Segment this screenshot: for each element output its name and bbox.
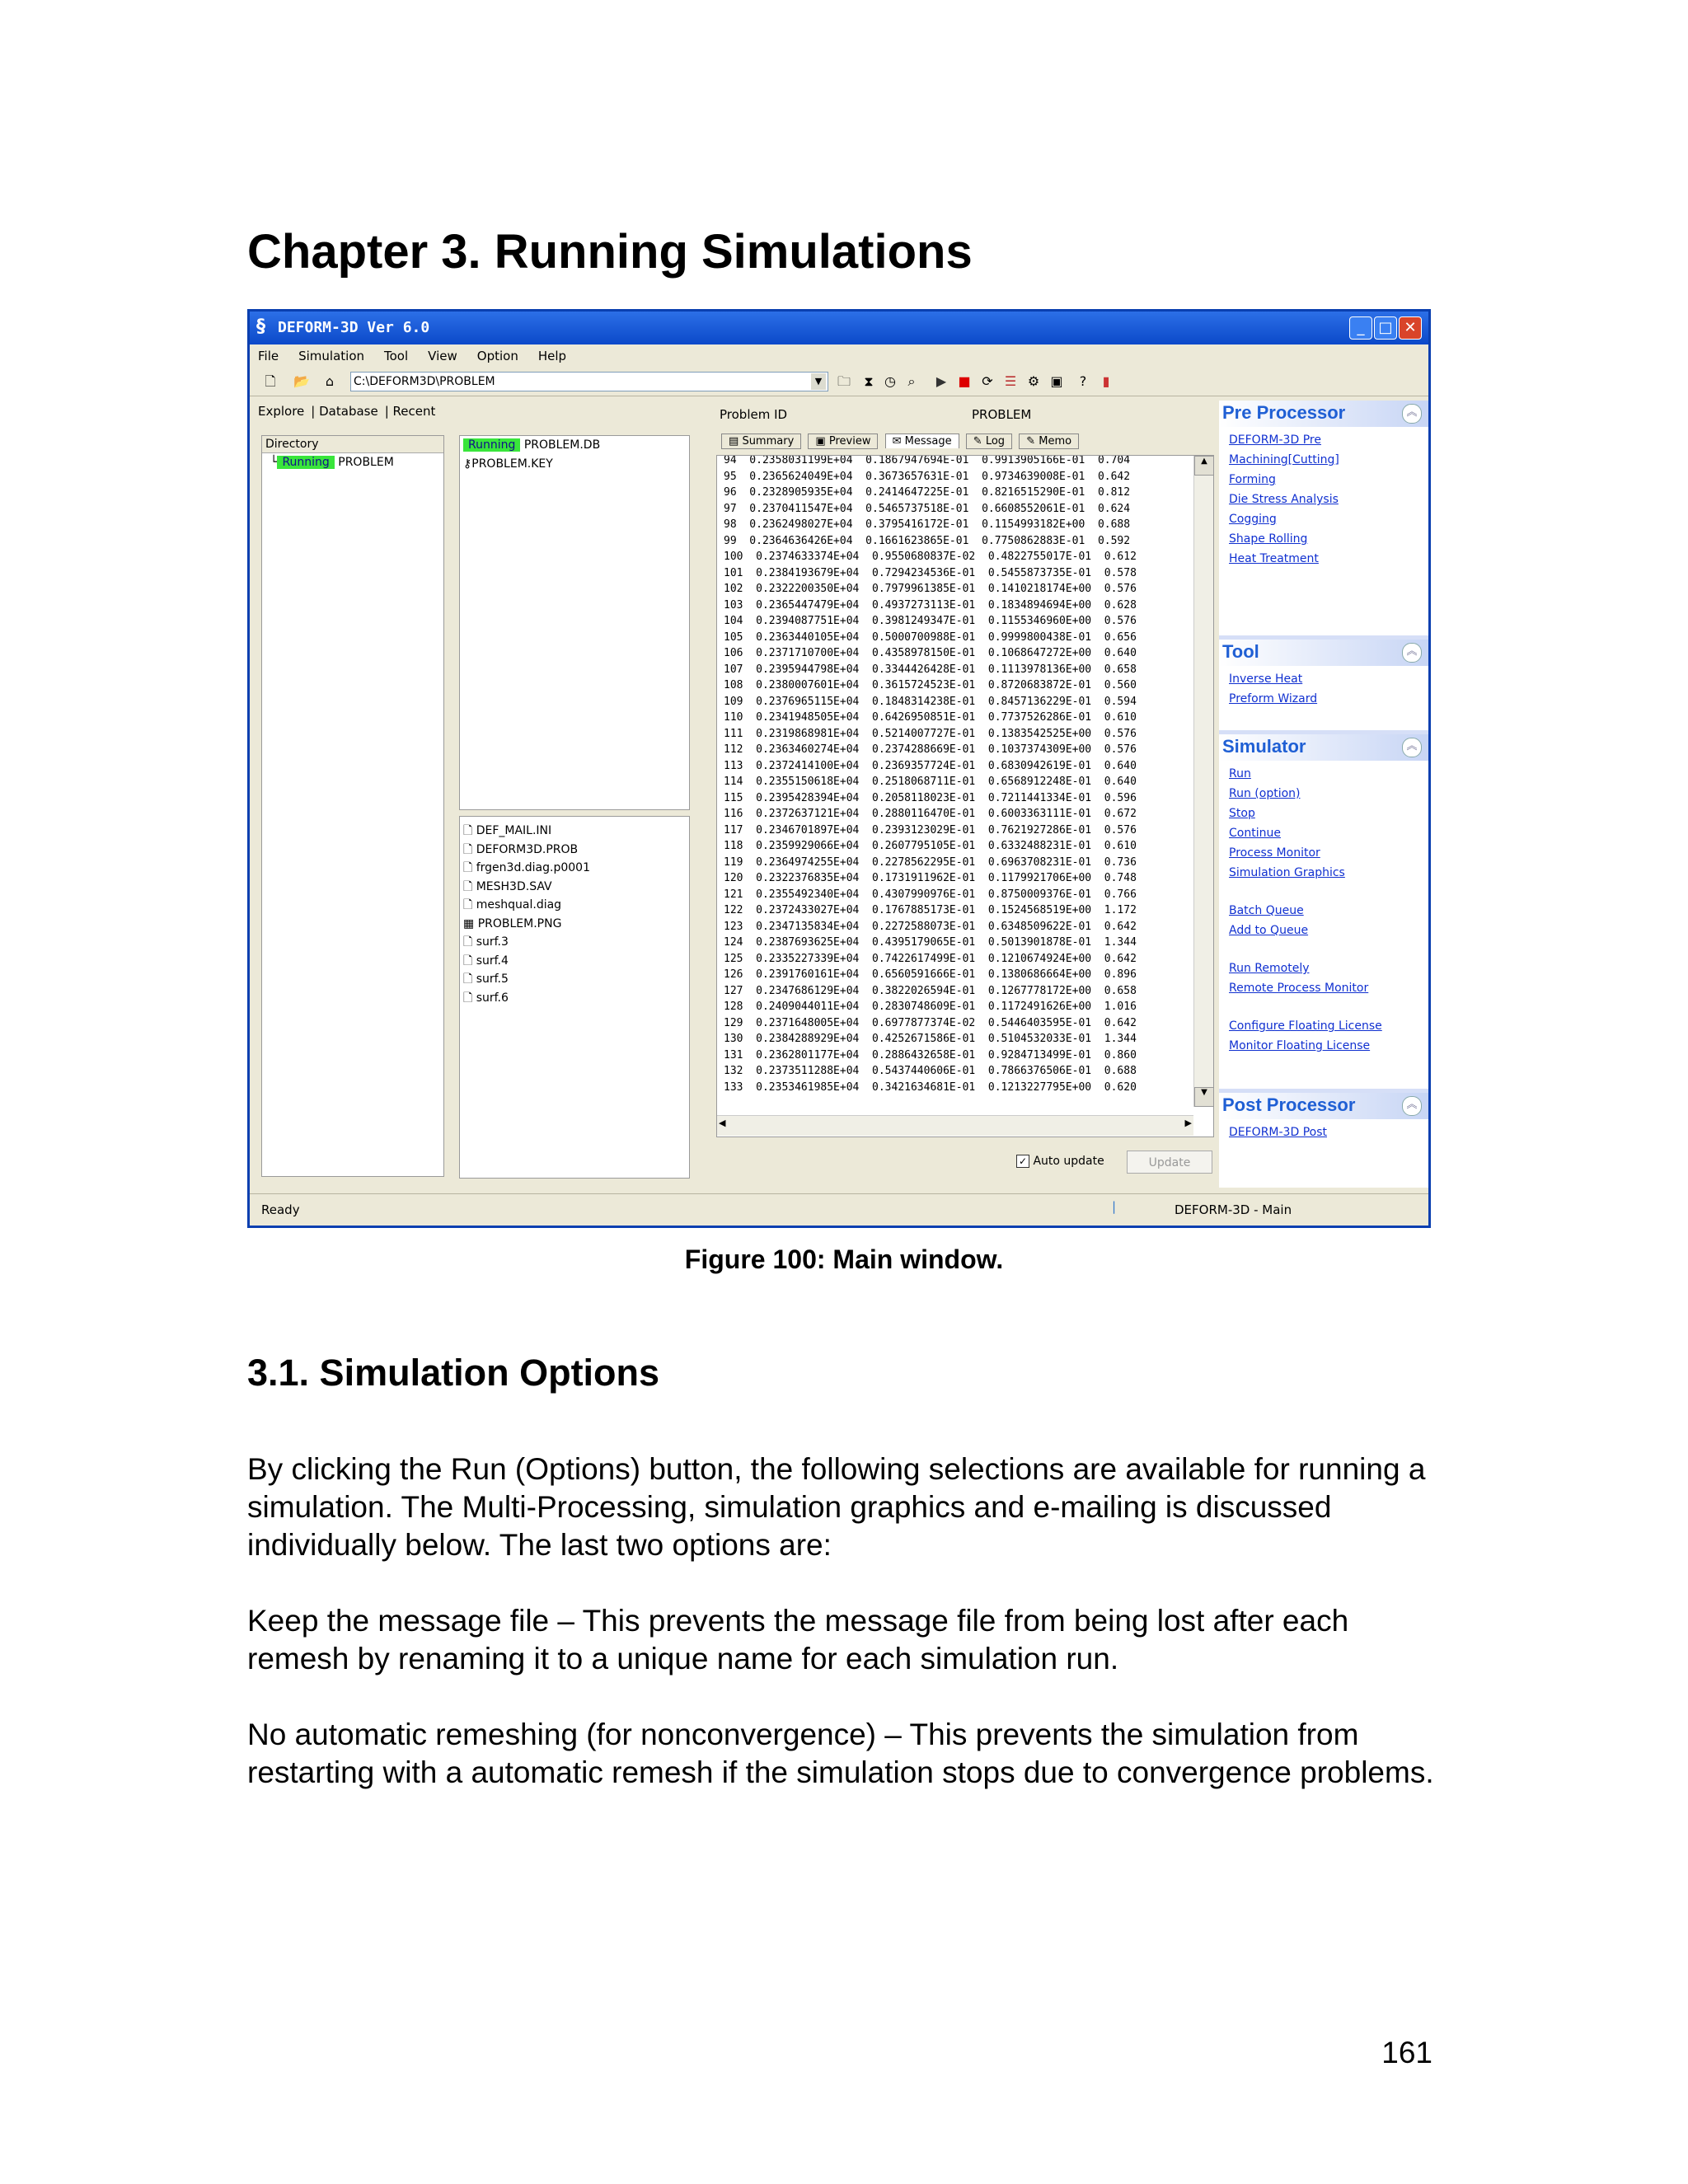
menu-file[interactable]: File (258, 349, 279, 363)
menu-view[interactable]: View (428, 349, 457, 363)
help-pointer-icon[interactable]: ? (1079, 373, 1087, 389)
left-tab-strip: Explore | Database | Recent (258, 404, 436, 419)
message-row: 133 0.2353461985E+04 0.3421634681E-01 0.1213227795E+00 0.620 (724, 1080, 1137, 1094)
message-row: 97 0.2370411547E+04 0.5465737518E-01 0.6608552061E-01 0.624 (724, 502, 1131, 515)
box-icon[interactable]: ▣ (1050, 373, 1063, 389)
maximize-icon[interactable]: □ (1374, 316, 1397, 340)
menu-bar (250, 344, 1428, 368)
summary-icon: ▤ (729, 435, 739, 448)
link-die-stress[interactable]: Die Stress Analysis (1229, 493, 1339, 506)
tree-item-problem[interactable]: └ Running PROBLEM (270, 456, 394, 469)
tool-section (1219, 640, 1428, 730)
menu-simulation[interactable]: Simulation (298, 349, 365, 363)
message-row: 94 0.2358031199E+04 0.1867947694E-01 0.9913905166E-01 0.704 (724, 455, 1131, 466)
message-row: 120 0.2322376835E+04 0.1731911962E-01 0.1179921706E+00 0.748 (724, 872, 1137, 884)
link-inverse-heat[interactable]: Inverse Heat (1229, 673, 1303, 686)
problem-id-bar (716, 404, 1214, 429)
close-icon[interactable]: ✕ (1399, 316, 1422, 340)
page-number: 161 (1381, 2036, 1432, 2069)
message-row: 102 0.2322200350E+04 0.7979961385E-01 0.1410218174E+00 0.576 (724, 583, 1137, 595)
message-row: 121 0.2355492340E+04 0.4307990976E-01 0.8750009376E-01 0.766 (724, 888, 1137, 901)
list-item[interactable] (463, 915, 686, 934)
file-icon: 🗋 (463, 861, 473, 874)
simulator-links (1229, 764, 1382, 1056)
message-row: 103 0.2365447479E+04 0.4937273113E-01 0.1834894694E+00 0.628 (724, 598, 1137, 612)
simulator-title: Simulator (1222, 736, 1306, 757)
message-row: 100 0.2374633374E+04 0.9550680837E-02 0.4822755017E-01 0.612 (724, 551, 1137, 563)
link-run-remotely[interactable]: Run Remotely (1229, 962, 1310, 975)
scroll-down-icon[interactable]: ▼ (1194, 1087, 1214, 1107)
chapter-title: Chapter 3. Running Simulations (247, 225, 973, 279)
file-icon: 🗋 (463, 954, 473, 968)
scroll-up-icon[interactable]: ▲ (1194, 456, 1214, 476)
folder-up-icon[interactable]: 🗀 (837, 373, 851, 389)
tab-summary[interactable] (721, 434, 801, 449)
message-row: 96 0.2328905935E+04 0.2414647225E-01 0.8216515290E-01 0.812 (724, 486, 1131, 499)
log-icon: ✎ (973, 435, 982, 448)
pre-processor-header[interactable] (1219, 401, 1428, 427)
message-row: 132 0.2373511288E+04 0.5437440606E-01 0.7866376506E-01 0.688 (724, 1065, 1137, 1077)
key-icon: ⚷ (463, 457, 472, 471)
message-row: 105 0.2363440105E+04 0.5000700988E-01 0.9999800438E-01 0.656 (724, 630, 1137, 644)
file-name: PROBLEM.PNG (477, 916, 562, 930)
link-simulation-graphics[interactable]: Simulation Graphics (1229, 866, 1345, 879)
menu-option[interactable]: Option (476, 349, 518, 363)
link-cogging[interactable]: Cogging (1229, 513, 1277, 526)
link-machining[interactable]: Machining[Cutting] (1229, 453, 1339, 466)
file-list (459, 816, 690, 1179)
clock-icon[interactable]: ◷ (884, 373, 896, 389)
message-row: 99 0.2364636426E+04 0.1661623865E-01 0.7750862883E-01 0.592 (724, 534, 1131, 547)
message-row: 101 0.2384193679E+04 0.7294234536E-01 0.5455873735E-01 0.578 (724, 566, 1137, 579)
chevron-collapse-icon[interactable]: ︽ (1402, 404, 1422, 424)
tab-message[interactable] (885, 434, 959, 448)
pre-processor-title: Pre Processor (1222, 402, 1346, 423)
tab-recent[interactable]: Recent (392, 404, 436, 419)
link-deform-pre[interactable]: DEFORM-3D Pre (1229, 434, 1321, 447)
simulator-header[interactable] (1219, 734, 1428, 761)
link-run[interactable]: Run (1229, 767, 1251, 780)
message-row: 130 0.2384288929E+04 0.4252671586E-01 0.5104532033E-01 1.344 (724, 1033, 1137, 1045)
problem-label: PROBLEM (338, 456, 394, 469)
link-stop[interactable]: Stop (1229, 807, 1255, 820)
message-row: 119 0.2364974255E+04 0.2278562295E-01 0.6963708231E-01 0.736 (724, 855, 1137, 869)
memo-icon: ✎ (1026, 435, 1036, 448)
file-name: PROBLEM.DB (523, 438, 601, 452)
link-continue[interactable]: Continue (1229, 827, 1281, 840)
message-row: 108 0.2380007601E+04 0.3615724523E-01 0.8720683872E-01 0.560 (724, 679, 1137, 691)
scroll-left-icon[interactable]: ◀ (719, 1118, 726, 1128)
tab-label: Log (985, 435, 1006, 448)
paragraph: No automatic remeshing (for nonconvergence) – This prevents the simulation from restarting with a automatic remesh if the simulation stops due to convergence problems. (247, 1718, 1434, 1789)
link-preform-wizard[interactable]: Preform Wizard (1229, 692, 1318, 705)
minimize-icon[interactable]: _ (1349, 316, 1372, 340)
list-item[interactable] (463, 841, 686, 860)
file-name: surf.3 (476, 935, 509, 949)
link-shape-rolling[interactable]: Shape Rolling (1229, 532, 1308, 546)
window-titlebar[interactable] (250, 312, 1428, 344)
menu-tool[interactable]: Tool (384, 349, 409, 363)
file-icon: 🗋 (463, 824, 473, 837)
tab-label: Memo (1039, 435, 1072, 448)
list-item-problem-key[interactable] (460, 455, 689, 474)
figure-caption: Figure 100: Main window. (684, 1244, 1004, 1274)
exit-icon[interactable]: ▮ (1102, 373, 1110, 389)
list-item[interactable] (463, 989, 686, 1008)
tab-label: Message (904, 435, 952, 448)
stop-icon[interactable]: ■ (958, 373, 971, 389)
file-name: surf.4 (476, 954, 509, 968)
message-row: 124 0.2387693625E+04 0.4395179065E-01 0.5013901878E-01 1.344 (724, 936, 1137, 949)
message-row: 104 0.2394087751E+04 0.3981249347E-01 0.1155346960E+00 0.576 (724, 615, 1137, 627)
message-text-area[interactable] (716, 455, 1214, 1137)
new-file-icon[interactable]: 🗋 (265, 373, 276, 389)
chevron-collapse-icon[interactable]: ︽ (1402, 643, 1422, 663)
message-row: 109 0.2376965115E+04 0.1848314238E-01 0.8457136229E-01 0.594 (724, 695, 1137, 708)
message-row: 129 0.2371648005E+04 0.6977877374E-02 0.5446403595E-01 0.642 (724, 1016, 1137, 1029)
message-row: 117 0.2346701897E+04 0.2393123029E-01 0.7621927286E-01 0.576 (724, 823, 1137, 837)
file-name: surf.6 (476, 991, 509, 1005)
message-row: 122 0.2372433027E+04 0.1767885173E-01 0.1524568519E+00 1.172 (724, 904, 1137, 916)
list-item[interactable] (463, 859, 686, 878)
horizontal-scrollbar[interactable] (717, 1115, 1193, 1136)
toolbar (250, 368, 1428, 396)
chevron-collapse-icon[interactable]: ︽ (1402, 1096, 1422, 1116)
link-configure-floating-license[interactable]: Configure Floating License (1229, 1019, 1382, 1033)
running-badge: Running (277, 456, 334, 469)
directory-header: Directory (262, 436, 443, 453)
link-run-option[interactable]: Run (option) (1229, 787, 1301, 800)
chevron-collapse-icon[interactable]: ︽ (1402, 738, 1422, 757)
list-item[interactable] (463, 822, 686, 841)
tool-links (1229, 669, 1317, 709)
path-combobox[interactable] (350, 372, 828, 391)
view-tab-strip (721, 435, 1216, 455)
tool-title: Tool (1222, 641, 1259, 662)
tab-label: Preview (828, 435, 871, 448)
file-icon: 🗋 (463, 879, 473, 893)
post-processor-header[interactable] (1219, 1093, 1428, 1119)
problem-id-label: Problem ID (720, 407, 788, 422)
list-item[interactable] (463, 896, 686, 915)
message-row: 123 0.2347135834E+04 0.2272588073E-01 0.6348509622E-01 0.642 (724, 920, 1137, 933)
link-batch-queue[interactable]: Batch Queue (1229, 904, 1304, 917)
tab-database[interactable]: Database (319, 404, 378, 419)
message-icon: ✉ (892, 435, 902, 448)
app-logo-icon: § (256, 316, 265, 337)
status-text: Ready (261, 1202, 300, 1217)
message-row: 95 0.2365624049E+04 0.3673657631E-01 0.9734639008E-01 0.642 (724, 470, 1131, 483)
file-name: DEFORM3D.PROB (476, 842, 579, 856)
status-divider: | (1112, 1199, 1117, 1214)
link-heat-treatment[interactable]: Heat Treatment (1229, 552, 1319, 565)
message-row: 113 0.2372414100E+04 0.2369357724E-01 0.6830942619E-01 0.640 (724, 759, 1137, 772)
tab-log[interactable] (966, 434, 1012, 449)
search-icon[interactable]: ⌕ (907, 373, 916, 389)
pre-processor-links (1229, 430, 1339, 569)
problem-id-value: PROBLEM (972, 407, 1032, 422)
list-item[interactable] (463, 970, 686, 989)
tab-preview[interactable] (808, 434, 878, 449)
task-pane (1219, 401, 1428, 1188)
file-name: surf.5 (476, 972, 509, 986)
message-row: 107 0.2395944798E+04 0.3344426428E-01 0.1113978136E+00 0.658 (724, 663, 1137, 676)
list-item-problem-db[interactable] (460, 436, 689, 455)
status-bar (250, 1193, 1428, 1227)
hourglass-icon[interactable]: ⧗ (864, 373, 874, 389)
message-row: 126 0.2391760161E+04 0.6560591666E-01 0.1380686664E+00 0.896 (724, 968, 1137, 981)
menu-help[interactable]: Help (537, 349, 567, 363)
file-name: MESH3D.SAV (476, 879, 552, 893)
directory-tree-panel (261, 435, 444, 1177)
link-forming[interactable]: Forming (1229, 473, 1276, 486)
message-row: 106 0.2371710700E+04 0.4358978150E-01 0.1068647272E+00 0.640 (724, 647, 1137, 659)
queue-icon[interactable]: ☰ (1004, 373, 1017, 389)
message-row: 127 0.2347686129E+04 0.3822026594E-01 0.1267778172E+00 0.658 (724, 984, 1137, 997)
image-file-icon: ▦ (463, 916, 475, 930)
network-icon[interactable]: ⚙ (1027, 373, 1040, 389)
scroll-right-icon[interactable]: ▶ (1184, 1118, 1192, 1128)
link-deform-post[interactable]: DEFORM-3D Post (1229, 1126, 1327, 1139)
file-icon: 🗋 (463, 991, 473, 1005)
status-app: DEFORM-3D - Main (1175, 1202, 1292, 1217)
chevron-down-icon[interactable]: ▼ (811, 373, 826, 390)
path-value: C:\DEFORM3D\PROBLEM (354, 375, 495, 388)
db-file-list (459, 435, 690, 810)
message-row: 115 0.2395428394E+04 0.2058118023E-01 0.7211441334E-01 0.596 (724, 791, 1137, 804)
deform-main-window-screenshot (247, 309, 1431, 1228)
message-rows (724, 455, 1185, 1095)
list-item[interactable] (463, 952, 686, 971)
tab-explore[interactable]: Explore (258, 404, 305, 419)
link-process-monitor[interactable]: Process Monitor (1229, 846, 1320, 860)
simulator-section (1219, 734, 1428, 1089)
pre-processor-section (1219, 401, 1428, 635)
tab-label: Summary (742, 435, 795, 448)
vertical-scrollbar[interactable] (1193, 456, 1214, 1107)
home-icon[interactable]: ⌂ (325, 373, 335, 389)
continue-icon[interactable]: ⟳ (982, 373, 993, 389)
message-row: 112 0.2363460274E+04 0.2374288669E-01 0.1037374309E+00 0.576 (724, 743, 1137, 756)
message-row: 111 0.2319868981E+04 0.5214007727E-01 0.1383542525E+00 0.576 (724, 727, 1137, 740)
preview-icon: ▣ (815, 435, 826, 448)
section-title: 3.1. Simulation Options (247, 1352, 660, 1394)
file-icon: 🗋 (463, 842, 473, 856)
tool-header[interactable] (1219, 640, 1428, 666)
tab-memo[interactable] (1019, 434, 1079, 449)
link-monitor-floating-license[interactable]: Monitor Floating License (1229, 1039, 1371, 1052)
list-item[interactable] (463, 878, 686, 897)
running-badge: Running (463, 438, 520, 452)
paragraph: By clicking the Run (Options) button, the following selections are available for running a simulation. The Multi-Processing, simulation graphics and e-mailing is discussed individually below. The last two options are: (247, 1452, 1426, 1562)
list-item[interactable] (463, 933, 686, 952)
message-row: 110 0.2341948505E+04 0.6426950851E-01 0.7737526286E-01 0.610 (724, 711, 1137, 724)
link-add-to-queue[interactable]: Add to Queue (1229, 924, 1309, 937)
update-button[interactable]: Update (1127, 1151, 1212, 1174)
checkmark-icon: ✓ (1016, 1155, 1029, 1168)
post-processor-links (1229, 1122, 1327, 1142)
file-icon: 🗋 (463, 898, 473, 912)
post-processor-title: Post Processor (1222, 1094, 1356, 1115)
open-folder-icon[interactable]: 📂 (293, 373, 310, 389)
message-row: 131 0.2362801177E+04 0.2886432658E-01 0.9284713499E-01 0.860 (724, 1048, 1137, 1062)
message-row: 128 0.2409044011E+04 0.2830748609E-01 0.1172491626E+00 1.016 (724, 1001, 1137, 1013)
paragraph: Keep the message file – This prevents the message file from being lost after each remesh by renaming it to a unique name for each simulation run. (247, 1604, 1349, 1675)
file-icon: 🗋 (463, 972, 473, 986)
file-name: frgen3d.diag.p0001 (476, 861, 590, 874)
window-title: DEFORM-3D Ver 6.0 (278, 319, 430, 336)
message-row: 125 0.2335227339E+04 0.7422617499E-01 0.1210674924E+00 0.642 (724, 952, 1137, 965)
message-row: 118 0.2359929066E+04 0.2607795105E-01 0.6332488231E-01 0.610 (724, 840, 1137, 852)
message-row: 98 0.2362498027E+04 0.3795416172E-01 0.1154993182E+00 0.688 (724, 518, 1131, 531)
message-row: 114 0.2355150618E+04 0.2518068711E-01 0.6568912248E-01 0.640 (724, 776, 1137, 788)
message-row: 116 0.2372637121E+04 0.2880116470E-01 0.6003363111E-01 0.672 (724, 808, 1137, 820)
link-remote-process-monitor[interactable]: Remote Process Monitor (1229, 982, 1369, 995)
auto-update-label: Auto update (1033, 1155, 1104, 1168)
play-icon[interactable]: ▶ (935, 373, 947, 389)
file-name: meshqual.diag (476, 898, 562, 912)
file-name: DEF_MAIL.INI (476, 824, 552, 837)
post-processor-section (1219, 1093, 1428, 1188)
file-name: PROBLEM.KEY (471, 457, 553, 471)
auto-update-checkbox[interactable] (1016, 1155, 1104, 1168)
file-icon: 🗋 (463, 935, 473, 949)
